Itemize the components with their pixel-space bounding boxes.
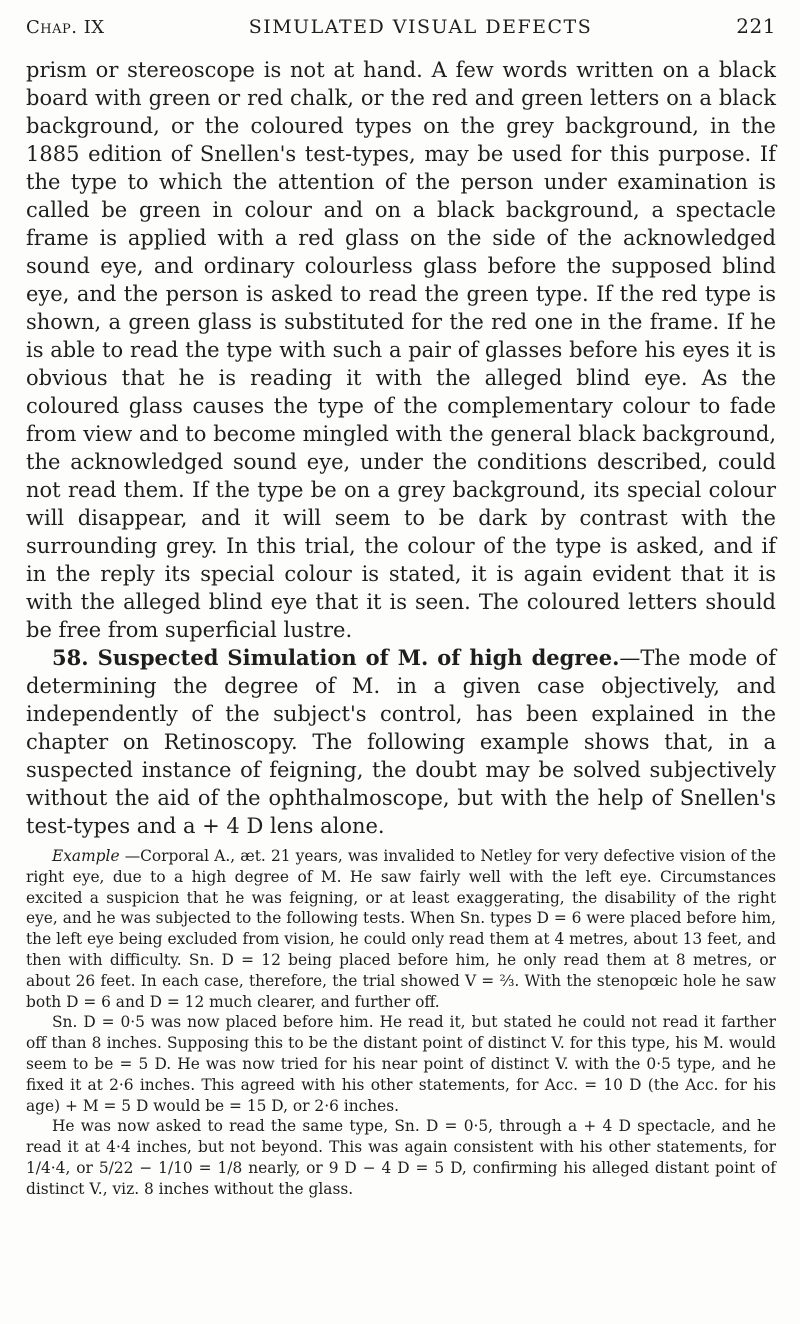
example-paragraph: He was now asked to read the same type, Sn. D = 0·5, through a + 4 D spectacle, and he read it at 4·4 inches, but not beyond. This was again consistent with his other statements, for 1/4·4, or 5/22 − 1/10 = 1/8 nearly, or 9 D − 4 D = 5 D, confirming his alleged distant point of distinct V., viz. 8 inches without the glass.: [26, 1117, 776, 1198]
running-header: [26, 14, 776, 46]
section-paragraph: [26, 644, 776, 840]
main-text: [26, 56, 776, 840]
running-title: SIMULATED VISUAL DEFECTS: [248, 16, 593, 38]
example-text: —Corporal A., æt. 21 years, was invalided to Netley for very defective vision of the right eye, due to a high degree of M. He saw fairly well with the left eye. Circumstances excited a suspicion that he was feigning, or at least exaggerating, the disability of the right eye, and he was subjected to the following tests. When Sn. types D = 6 were placed before him, the left eye being excluded from vision, he could only read them at 4 metres, about 13 feet, and then with difficulty. Sn. D = 12 being placed before him, he only read them at 8 metres, or about 26 feet. In each case, therefore, the trial showed V = ⅔. With the stenopœic hole he saw both D = 6 and D = 12 much clearer, and further off.: [26, 847, 776, 1011]
example-paragraph: [26, 846, 776, 1012]
section-heading: 58. Suspected Simulation of M. of high degree.: [52, 645, 620, 670]
page-number: 221: [736, 14, 776, 38]
example-paragraph: Sn. D = 0·5 was now placed before him. He read it, but stated he could not read it farther off than 8 inches. Supposing this to be the distant point of distinct V. for this type, his M. would seem to be = 5 D. He was now tried for his near point of distinct V. with the 0·5 type, and he fixed it at 2·6 inches. This agreed with his other statements, for Acc. = 10 D (the Acc. for his age) + M = 5 D would be = 15 D, or 2·6 inches.: [26, 1013, 776, 1115]
paragraph: prism or stereoscope is not at hand. A few words written on a black board with green or red chalk, or the red and green letters on a black background, or the coloured types on the grey background, in the 1885 edition of Snellen's test-types, may be used for this purpose. If the type to which the attention of the person under examination is called be green in colour and on a black background, a spectacle frame is applied with a red glass on the side of the acknowledged sound eye, and ordinary colourless glass before the supposed blind eye, and the person is asked to read the green type. If the red type is shown, a green glass is substituted for the red one in the frame. If he is able to read the type with such a pair of glasses before his eyes it is obvious that he is reading it with the alleged blind eye. As the coloured glass causes the type of the complementary colour to fade from view and to become mingled with the general black background, the acknowledged sound eye, under the conditions described, could not read them. If the type be on a grey background, its special colour will disappear, and it will seem to be dark by contrast with the surrounding grey. In this trial, the colour of the type is asked, and if in the reply its special colour is stated, it is again evident that it is with the alleged blind eye that it is seen. The coloured letters should be free from superficial lustre.: [26, 58, 776, 642]
section-text: —The mode of determining the degree of M. in a given case objectively, and independently of the subject's control, has been explained in the chapter on Retinoscopy. The following example shows that, in a suspected instance of feigning, the doubt may be solved subjectively without the aid of the ophthalmoscope, but with the help of Snellen's test-types and a + 4 D lens alone.: [26, 646, 776, 838]
chapter-label: Chap. IX: [26, 17, 105, 38]
example-label: Example: [52, 847, 120, 865]
example-block: [26, 846, 776, 1200]
